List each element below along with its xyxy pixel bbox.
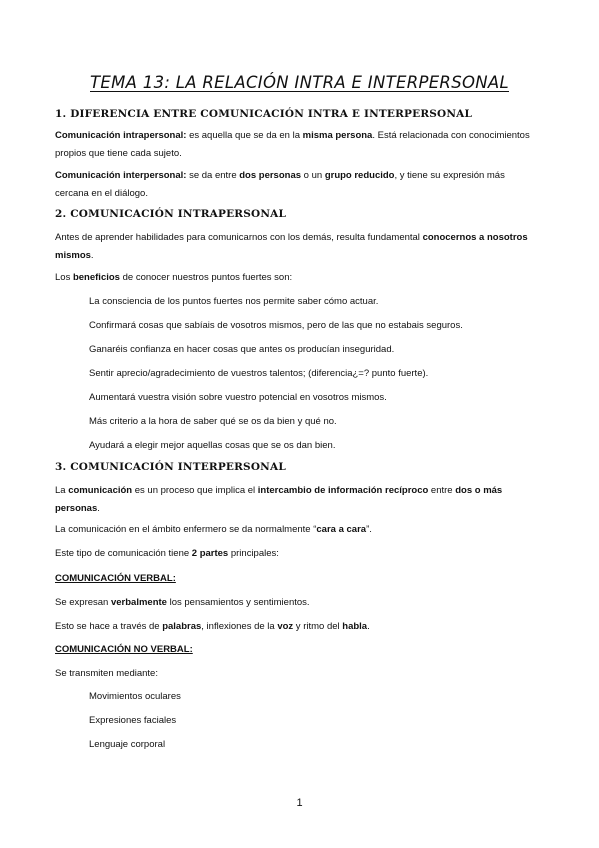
term-intrapersonal: Comunicación intrapersonal: <box>55 130 187 141</box>
section-3-paragraph-2: La comunicación en el ámbito enfermero se da normalmente “cara a cara”. <box>55 524 372 535</box>
benefit-item: La consciencia de los puntos fuertes nos permite saber cómo actuar. <box>89 296 379 307</box>
section-3-heading: 3. COMUNICACIÓN INTERPERSONAL <box>55 461 286 473</box>
verbal-line-1: Se expresan verbalmente los pensamientos y sentimientos. <box>55 597 310 608</box>
page-title: TEMA 13: LA RELACIÓN INTRA E INTERPERSONAL <box>90 73 509 92</box>
section-2-paragraph-2: Los beneficios de conocer nuestros puntos fuertes son: <box>55 272 293 283</box>
verbal-line-2: Esto se hace a través de palabras, inflexiones de la voz y ritmo del habla. <box>55 621 370 632</box>
section-1-paragraph-1: Comunicación intrapersonal: es aquella que se da en la misma persona. Está relacionada con conocimientos propios que tiene cada sujeto. <box>55 130 530 159</box>
section-2-paragraph-1: Antes de aprender habilidades para comunicarnos con los demás, resulta fundamental conocernos a nosotros mismos. <box>55 232 528 261</box>
nonverbal-item: Movimientos oculares <box>89 691 181 702</box>
benefit-item: Sentir aprecio/agradecimiento de vuestros talentos; (diferencia¿=? punto fuerte). <box>89 368 429 379</box>
verbal-heading: COMUNICACIÓN VERBAL: <box>55 573 176 584</box>
benefit-item: Ayudará a elegir mejor aquellas cosas que se os dan bien. <box>89 440 336 451</box>
nonverbal-intro: Se transmiten mediante: <box>55 668 158 679</box>
benefit-item: Aumentará vuestra visión sobre vuestro potencial en vosotros mismos. <box>89 392 387 403</box>
term-interpersonal: Comunicación interpersonal: <box>55 170 187 181</box>
benefit-item: Más criterio a la hora de saber qué se os da bien y qué no. <box>89 416 337 427</box>
benefit-item: Confirmará cosas que sabíais de vosotros mismos, pero de las que no estabais seguros. <box>89 320 463 331</box>
page-number: 1 <box>296 797 303 809</box>
nonverbal-item: Expresiones faciales <box>89 715 177 726</box>
benefit-item: Ganaréis confianza en hacer cosas que antes os producían inseguridad. <box>89 344 395 355</box>
section-3-paragraph-3: Este tipo de comunicación tiene 2 partes principales: <box>55 548 279 559</box>
section-2-heading: 2. COMUNICACIÓN INTRAPERSONAL <box>55 208 287 220</box>
section-3-paragraph-1: La comunicación es un proceso que implica el intercambio de información recíproco entre dos o más personas. <box>55 485 503 514</box>
section-1-heading: 1. DIFERENCIA ENTRE COMUNICACIÓN INTRA E INTERPERSONAL <box>55 108 473 120</box>
nonverbal-item: Lenguaje corporal <box>89 739 166 750</box>
section-1-paragraph-2: Comunicación interpersonal: se da entre dos personas o un grupo reducido, y tiene su expresión más cercana en el diálogo. <box>55 170 505 199</box>
nonverbal-heading: COMUNICACIÓN NO VERBAL: <box>55 644 193 655</box>
